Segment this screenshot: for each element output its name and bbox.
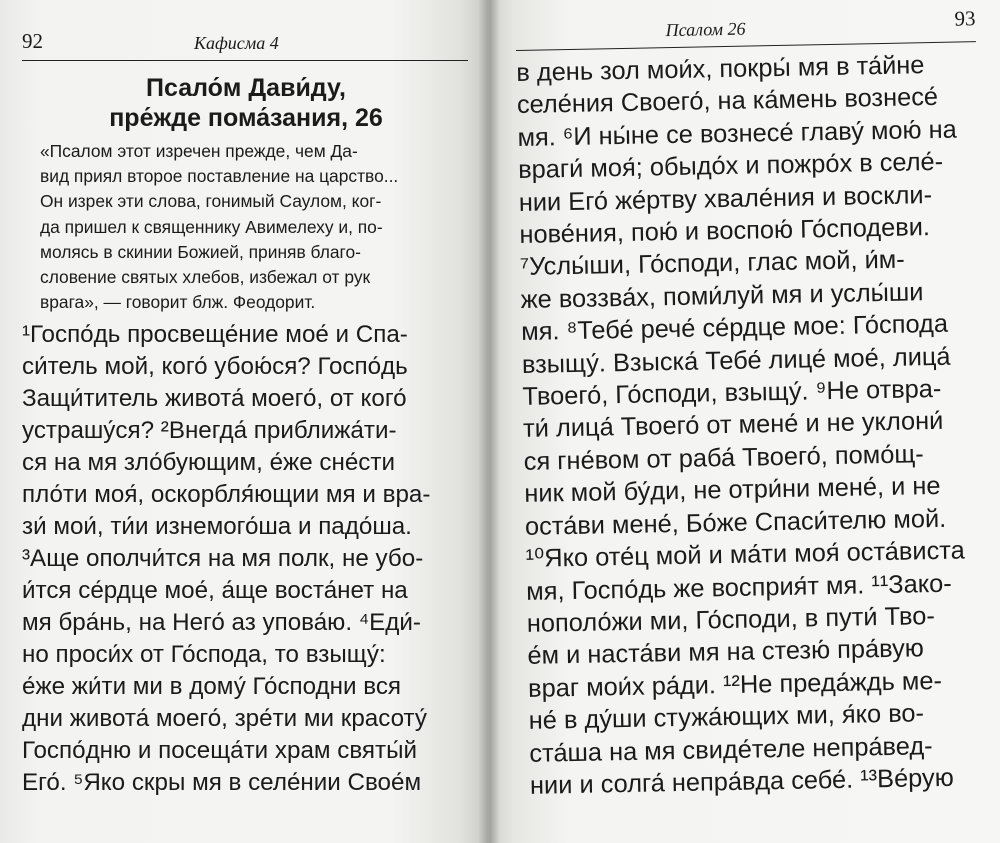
text-line: мя. ⁶И ны́не се вознесе́ главу́ мою́ на xyxy=(517,115,957,152)
text-line: не́ в ду́ши стужа́ющих ми, я́ко во- xyxy=(528,699,925,735)
text-line: Госпо́дню и посеща́ти храм святы́й xyxy=(22,737,417,765)
psalm-title-line: пре́жде пома́зания, 26 xyxy=(109,104,383,132)
preface-line: словение святых хлебов, избежал от рук xyxy=(40,267,371,288)
psalm-title-line: Псало́м Дави́ду, xyxy=(146,74,346,102)
text-line: Твоего́, Го́споди, взыщу́. ⁹Не отвра- xyxy=(522,374,942,411)
text-line: враги́ моя́; обыдо́х и пожро́х в селе́- xyxy=(517,148,944,185)
text-line: ся гне́вом от раба́ Твоего́, помо́щ- xyxy=(523,440,924,476)
psalm-title xyxy=(22,73,470,133)
left-page xyxy=(0,0,488,843)
preface-line: Он изрек эти слова, гонимый Саулом, ког- xyxy=(40,191,382,212)
right-page-number: 93 xyxy=(954,6,976,31)
text-line: нии Его́ же́ртву хвале́ния и воскли- xyxy=(518,180,933,217)
text-line: ти́ лица́ Твоего́ от мене́ и не уклони́ xyxy=(522,407,944,444)
right-page xyxy=(488,0,1000,843)
text-line: ся на мя зло́бующим, е́же сне́сти xyxy=(22,449,395,477)
text-line: оста́ви мене́, Бо́же Спаси́телю мой. xyxy=(524,504,947,541)
text-line: мя бра́нь, на Него́ аз упова́ю. ⁴Еди́- xyxy=(22,609,421,637)
preface-line: вид приял второе поставление на царство... xyxy=(40,166,399,187)
text-line: Защи́титель живота́ моего́, от кого́ xyxy=(22,385,407,413)
preface-line: «Псалом этот изречен прежде, чем Да- xyxy=(40,141,358,161)
right-running-title: Псалом 26 xyxy=(665,18,746,41)
left-page-number: 92 xyxy=(22,29,43,53)
text-line: нополо́жи ми, Го́споди, в пути́ Тво- xyxy=(526,601,936,638)
text-line: дни живота́ моего́, зре́ти ми красоту́ xyxy=(22,705,427,733)
text-line: и́тся се́рдце мое́, а́ще воста́нет на xyxy=(22,577,408,605)
text-line: е́же жи́ти ми в дому́ Го́сподни вся xyxy=(22,673,402,701)
text-line: нове́ния, пою́ и воспою́ Го́сподеви. xyxy=(519,213,931,249)
text-line: селе́ния Своего́, на ка́мень вознесе́ xyxy=(516,83,939,120)
text-line: пло́ти моя́, оскорбля́ющии мя и вра- xyxy=(22,481,431,509)
text-line: ³Аще ополчи́тся на мя полк, не убо- xyxy=(22,545,424,573)
text-line: зи́ мои́, ти́и изнемого́ша и падо́ша. xyxy=(22,513,412,541)
text-line: нии и солга́ непра́вда себе́. ¹³Ве́рую xyxy=(529,763,954,800)
text-line: ¹⁰Яко оте́ц мой и ма́ти моя́ оста́виста xyxy=(525,536,965,573)
preface-line: да пришел к священнику Авимелеху и, по- xyxy=(40,216,383,237)
text-line: си́тель мой, кого́ убою́ся? Госпо́дь xyxy=(22,353,408,381)
preface-note xyxy=(40,139,470,315)
left-page-header xyxy=(22,30,468,61)
text-line: ста́ша на мя свиде́теле непра́вед- xyxy=(529,731,933,768)
text-line: мя, Госпо́дь же восприя́т мя. ¹¹Зако- xyxy=(525,569,952,606)
text-line: ¹Госпо́дь просвеще́ние мое́ и Спа- xyxy=(22,321,408,349)
left-psalm-text xyxy=(22,319,470,799)
text-line: но проси́х от Го́спода, то взыщу́: xyxy=(22,641,386,669)
right-psalm-text xyxy=(516,48,990,802)
text-line: мя. ⁸Тебе́ рече́ се́рдце мое: Го́спода xyxy=(521,310,949,347)
text-line: ник мой бу́ди, не отри́ни мене́, и не xyxy=(524,472,941,509)
text-line: ⁷Услы́ши, Го́споди, глас мой, и́м- xyxy=(519,246,905,282)
text-line: Его́. ⁵Яко скры мя в селе́нии Свое́м xyxy=(22,769,422,797)
left-running-title: Кафисма 4 xyxy=(194,33,279,53)
right-page-header xyxy=(515,6,976,51)
preface-line: врага», — говорит блж. Феодорит. xyxy=(40,292,316,313)
text-line: в день зол мои́х, покры́ мя в та́йне xyxy=(516,51,925,87)
text-line: враг мои́х ра́ди. ¹²Не преда́ждь ме- xyxy=(527,666,943,703)
text-line: е́м и наста́ви мя на стезю́ пра́вую xyxy=(527,634,925,671)
text-line: взыщу́. Взыска́ Тебе́ лице́ мое́, лица́ xyxy=(521,342,951,379)
text-line: устрашу́ся? ²Внегда́ приближа́ти- xyxy=(22,417,397,445)
text-line: же воззва́х, поми́луй мя и услы́ши xyxy=(520,278,924,314)
book-gutter-shadow xyxy=(478,0,500,843)
preface-line: молясь в скинии Божией, приняв благо- xyxy=(40,241,361,262)
